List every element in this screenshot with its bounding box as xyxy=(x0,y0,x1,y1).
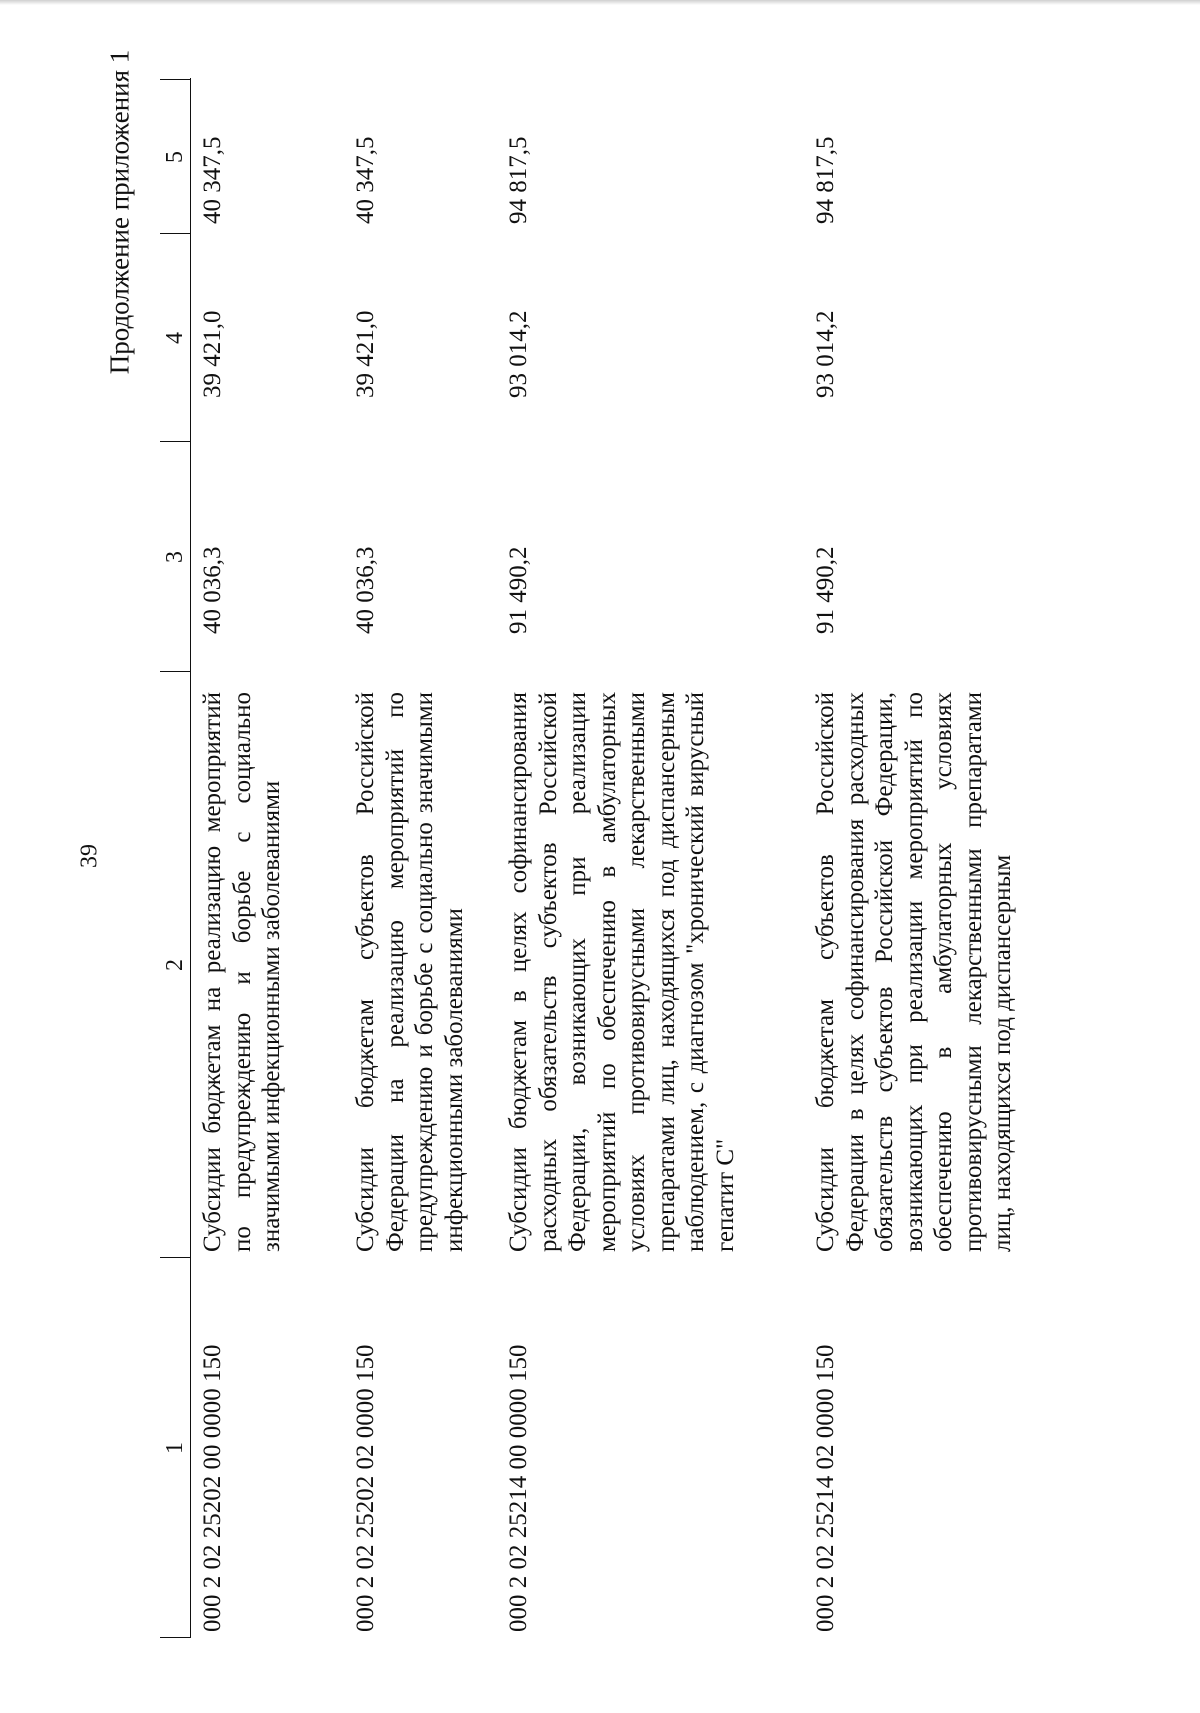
value-col-4: 39 421,0 xyxy=(199,310,226,398)
budget-code: 000 2 02 25214 00 0000 150 xyxy=(505,1344,532,1632)
table-row xyxy=(811,78,1071,1638)
value-col-5: 94 817,5 xyxy=(812,136,839,224)
value-col-4: 93 014,2 xyxy=(812,310,839,398)
value-col-3: 40 036,3 xyxy=(199,546,226,634)
item-name: Субсидии бюджетам на реализацию мероприятий по предупреждению и борьбе с социально значимыми инфекционными заболеваниями xyxy=(199,692,285,1252)
value-col-4: 39 421,0 xyxy=(352,310,379,398)
value-col-5: 94 817,5 xyxy=(505,136,532,224)
value-col-4: 93 014,2 xyxy=(505,310,532,398)
page-number: 39 xyxy=(76,844,103,868)
table-row xyxy=(198,78,351,1638)
value-col-5: 40 347,5 xyxy=(352,136,379,224)
table-body xyxy=(198,78,1071,1638)
column-header: 1 xyxy=(162,1442,188,1454)
budget-table xyxy=(160,78,1195,1638)
column-header: 4 xyxy=(162,332,188,344)
value-col-3: 40 036,3 xyxy=(352,546,379,634)
table-row xyxy=(504,78,811,1638)
column-header: 3 xyxy=(162,551,188,563)
budget-code: 000 2 02 25202 02 0000 150 xyxy=(352,1344,379,1632)
item-name: Субсидии бюджетам субъектов Российской Федерации на реализацию мероприятий по предупреждению и борьбе с социально значимыми инфекционными заболеваниями xyxy=(352,692,468,1252)
item-name: Субсидии бюджетам в целях софинансирования расходных обязательств субъектов Российской Федерации, возникающих при реализации мероприятий по обеспечению в амбулаторных условиях противовирусными лекарственными препаратами лиц, находящихся под диспансерным наблюдением, с диагнозом "хронический вирусный гепатит С" xyxy=(505,692,739,1252)
page-edge xyxy=(0,0,1200,5)
item-name: Субсидии бюджетам субъектов Российской Федерации в целях софинансирования расходных обязательств субъектов Российской Федерации, возникающих при реализации мероприятий по обеспечению в амбулаторных условиях противовирусными лекарственными препаратами лиц, находящихся под диспансерным xyxy=(812,692,1016,1252)
column-header: 5 xyxy=(162,151,188,163)
continuation-label: Продолжение приложения 1 xyxy=(104,49,135,375)
value-col-3: 91 490,2 xyxy=(812,546,839,634)
value-col-5: 40 347,5 xyxy=(199,136,226,224)
table-row xyxy=(351,78,504,1638)
budget-code: 000 2 02 25214 02 0000 150 xyxy=(812,1344,839,1632)
column-header: 2 xyxy=(162,959,188,971)
value-col-3: 91 490,2 xyxy=(505,546,532,634)
budget-code: 000 2 02 25202 00 0000 150 xyxy=(199,1344,226,1632)
table-header xyxy=(160,78,190,1638)
